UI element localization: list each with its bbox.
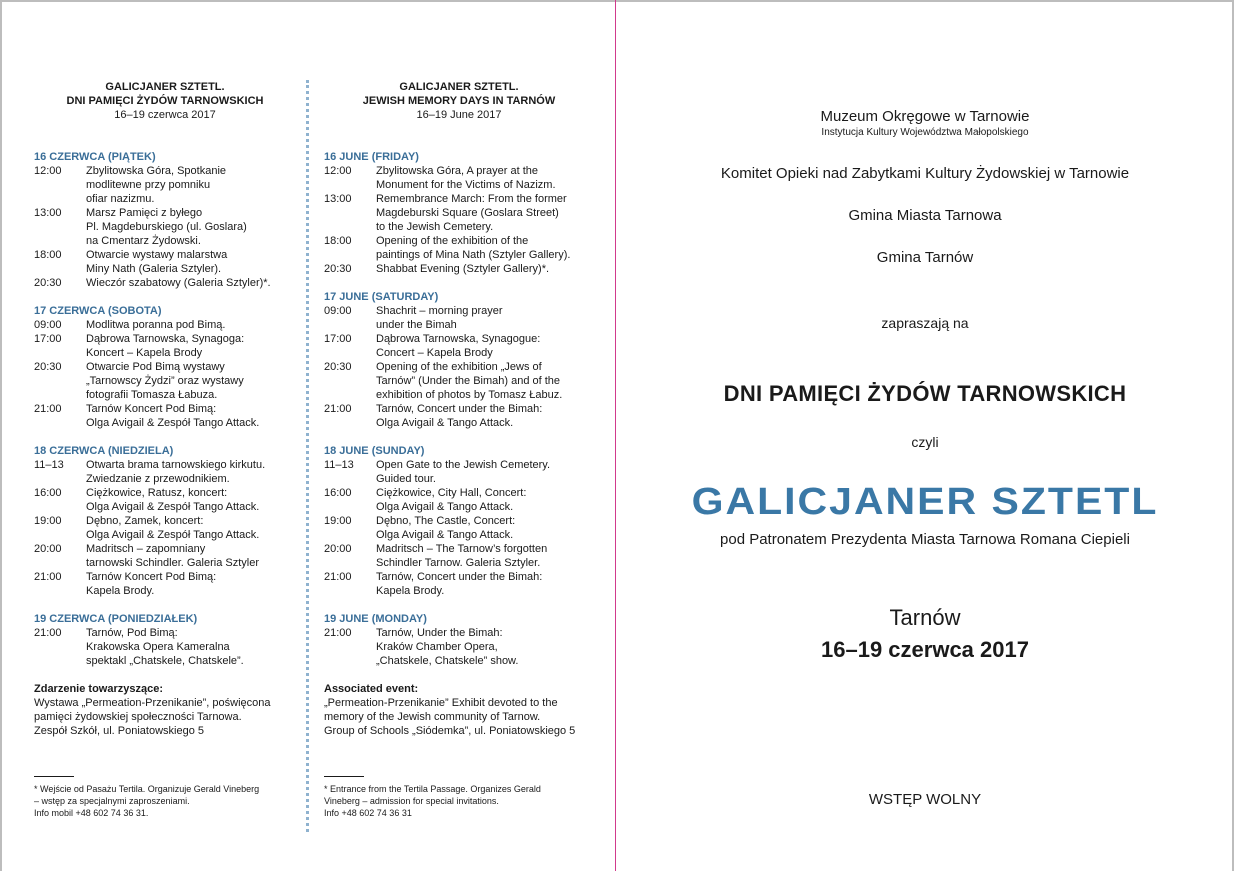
event-row [34, 332, 296, 360]
event-description: Madritsch – zapomniany tarnowski Schindler. Galeria Sztyler [86, 543, 260, 569]
footnote-rule [324, 776, 364, 777]
event-time: 09:00 [34, 319, 62, 331]
event-description: Zbylitowska Góra, A prayer at the Monument for the Victims of Nazizm. [376, 165, 556, 191]
event-time: 12:00 [34, 165, 62, 177]
event-time: 21:00 [324, 571, 352, 583]
event-row [324, 458, 594, 486]
event-description: Tarnów Koncert Pod Bimą: Olga Avigail & Zespół Tango Attack. [86, 403, 260, 429]
or-text: czyli [911, 434, 939, 450]
event-row [34, 360, 296, 402]
event-description: Shachrit – morning prayer under the Bimah [376, 305, 503, 331]
event-row [324, 402, 594, 430]
event-time: 21:00 [34, 627, 62, 639]
event-description: Zbylitowska Góra, Spotkanie modlitewne przy pomniku ofiar nazizmu. [86, 165, 227, 205]
program-english [324, 80, 594, 738]
event-row [324, 570, 594, 598]
event-time: 11–13 [324, 459, 354, 471]
event-time: 21:00 [324, 627, 352, 639]
event-description: Otwarcie Pod Bimą wystawy „Tarnowscy Żydzi” oraz wystawy fotografii Tomasza Łabuza. [86, 361, 244, 401]
footnote-polish [34, 776, 296, 819]
event-time: 21:00 [324, 403, 352, 415]
program-header-line1: GALICJANER SZTETL. [399, 81, 519, 93]
organizer-municipality: Gmina Tarnów [876, 249, 974, 266]
day-block [34, 612, 296, 668]
column-divider-dots [306, 80, 309, 832]
associated-event-body: Wystawa „Permeation-Przenikanie”, poświęcona pamięci żydowskiej społeczności Tarnowa. Zespół Szkół, ul. Poniatowskiego 5 [34, 697, 271, 737]
day-title: 17 CZERWCA (SOBOTA) [34, 305, 162, 317]
event-description: Ciężkowice, Ratusz, koncert: Olga Avigail & Zespół Tango Attack. [86, 487, 260, 513]
event-time: 19:00 [324, 515, 352, 527]
event-time: 19:00 [34, 515, 62, 527]
associated-event [34, 682, 296, 738]
event-time: 11–13 [34, 459, 64, 471]
event-row [324, 360, 594, 402]
event-description: Tarnów, Concert under the Bimah: Olga Avigail & Tango Attack. [376, 403, 543, 429]
footnote-text: * Entrance from the Tertila Passage. Organizes Gerald Vineberg – admission for special invitations. Info +48 602 74 36 31 [324, 784, 541, 818]
event-description: Madritsch – The Tarnow’s forgotten Schindler Tarnow. Galeria Sztyler. [376, 543, 548, 569]
event-description: Shabbat Evening (Sztyler Gallery)*. [376, 263, 550, 275]
event-description: Wieczór szabatowy (Galeria Sztyler)*. [86, 277, 271, 289]
program-header [34, 80, 296, 122]
brand-title: GALICJANER SZTETL [691, 479, 1159, 523]
event-time: 20:00 [34, 543, 62, 555]
event-time: 18:00 [34, 249, 62, 261]
fold-line [615, 0, 616, 871]
event-time: 17:00 [324, 333, 352, 345]
day-block [324, 444, 594, 598]
organizer-city: Gmina Miasta Tarnowa [848, 207, 1002, 224]
event-time: 12:00 [324, 165, 352, 177]
event-description: Tarnów, Pod Bimą: Krakowska Opera Kameralna spektakl „Chatskele, Chatskele”. [86, 627, 244, 667]
invite-text: zapraszają na [881, 315, 969, 331]
day-title: 18 CZERWCA (NIEDZIELA) [34, 445, 174, 457]
event-row [34, 402, 296, 430]
patronage-text: pod Patronatem Prezydenta Miasta Tarnowa Romana Ciepieli [720, 531, 1130, 548]
admission-text: WSTĘP WOLNY [868, 791, 982, 808]
event-row [34, 276, 296, 290]
day-list [34, 150, 296, 668]
program-header-line2: DNI PAMIĘCI ŻYDÓW TARNOWSKICH [66, 95, 264, 107]
event-description: Ciężkowice, City Hall, Concert: Olga Avigail & Tango Attack. [376, 487, 527, 513]
event-row [34, 458, 296, 486]
event-description: Tarnów, Under the Bimah: Kraków Chamber Opera, „Chatskele, Chatskele” show. [376, 627, 519, 667]
footnote-rule [34, 776, 74, 777]
day-title: 19 CZERWCA (PONIEDZIAŁEK) [34, 613, 198, 625]
event-dates: 16–19 czerwca 2017 [821, 637, 1029, 662]
day-block [34, 304, 296, 430]
event-time: 20:30 [34, 277, 62, 289]
event-description: Remembrance March: From the former Magdeburski Square (Goslara Street) to the Jewish Cemetery. [376, 193, 567, 233]
event-description: Open Gate to the Jewish Cemetery. Guided tour. [376, 459, 551, 485]
event-time: 13:00 [324, 193, 352, 205]
event-title: DNI PAMIĘCI ŻYDÓW TARNOWSKICH [723, 381, 1127, 406]
event-row [34, 206, 296, 248]
event-description: Dąbrowa Tarnowska, Synagogue: Concert – Kapela Brody [376, 333, 541, 359]
event-time: 20:30 [34, 361, 62, 373]
event-row [324, 332, 594, 360]
event-row [34, 570, 296, 598]
footnote-text: * Wejście od Pasażu Tertila. Organizuje Gerald Vineberg – wstęp za specjalnymi zaproszeniami. Info mobil +48 602 74 36 31. [34, 784, 260, 818]
page-border-top [0, 0, 1234, 2]
event-row [34, 164, 296, 206]
event-description: Opening of the exhibition of the paintings of Mina Nath (Sztyler Gallery). [376, 235, 571, 261]
associated-event-body: „Permeation-Przenikanie” Exhibit devoted to the memory of the Jewish community of Tarnow. Group of Schools „Siódemka”, ul. Poniatowskiego 5 [324, 697, 576, 737]
event-description: Tarnów, Concert under the Bimah: Kapela Brody. [376, 571, 543, 597]
event-time: 21:00 [34, 403, 62, 415]
program-header-line2: JEWISH MEMORY DAYS IN TARNÓW [362, 95, 556, 107]
day-block [34, 444, 296, 598]
event-row [34, 248, 296, 276]
event-time: 16:00 [34, 487, 62, 499]
associated-event-title: Zdarzenie towarzyszące: [34, 683, 163, 695]
day-title: 16 JUNE (FRIDAY) [324, 151, 419, 163]
day-block [324, 612, 594, 668]
event-row [324, 626, 594, 668]
event-row [34, 318, 296, 332]
event-description: Dębno, The Castle, Concert: Olga Avigail & Tango Attack. [376, 515, 516, 541]
day-block [324, 290, 594, 430]
program-header-dates: 16–19 June 2017 [416, 109, 502, 121]
day-title: 17 JUNE (SATURDAY) [324, 291, 439, 303]
event-description: Otwarcie wystawy malarstwa Miny Nath (Galeria Sztyler). [86, 249, 228, 275]
event-time: 18:00 [324, 235, 352, 247]
event-row [324, 514, 594, 542]
event-time: 21:00 [34, 571, 62, 583]
organizer-committee: Komitet Opieki nad Zabytkami Kultury Żydowskiej w Tarnowie [720, 165, 1130, 182]
program-header-dates: 16–19 czerwca 2017 [114, 109, 216, 121]
event-time: 20:30 [324, 361, 352, 373]
event-time: 13:00 [34, 207, 62, 219]
event-time: 17:00 [34, 333, 62, 345]
event-row [324, 304, 594, 332]
event-description: Otwarta brama tarnowskiego kirkutu. Zwiedzanie z przewodnikiem. [86, 459, 266, 485]
event-city: Tarnów [889, 605, 961, 630]
organizer-museum-subtitle: Instytucja Kultury Województwa Małopolskiego [821, 127, 1029, 138]
event-time: 20:00 [324, 543, 352, 555]
event-row [34, 514, 296, 542]
program-polish [34, 80, 296, 738]
event-description: Marsz Pamięci z byłego Pl. Magdeburskiego (ul. Goslara) na Cmentarz Żydowski. [86, 207, 247, 247]
day-list [324, 150, 594, 668]
event-row [34, 626, 296, 668]
event-time: 09:00 [324, 305, 352, 317]
organizer-museum: Muzeum Okręgowe w Tarnowie [820, 108, 1030, 125]
day-title: 18 JUNE (SUNDAY) [324, 445, 425, 457]
event-description: Dębno, Zamek, koncert: Olga Avigail & Zespół Tango Attack. [86, 515, 260, 541]
event-row [324, 262, 594, 276]
event-row [324, 164, 594, 192]
program-header-line1: GALICJANER SZTETL. [105, 81, 225, 93]
day-title: 19 JUNE (MONDAY) [324, 613, 427, 625]
event-description: Modlitwa poranna pod Bimą. [86, 319, 226, 331]
event-row [324, 542, 594, 570]
event-row [34, 542, 296, 570]
event-row [324, 192, 594, 234]
day-title: 16 CZERWCA (PIĄTEK) [34, 151, 156, 163]
day-block [34, 150, 296, 290]
page-border-left [0, 0, 2, 871]
footnote-english [324, 776, 594, 819]
event-description: Tarnów Koncert Pod Bimą: Kapela Brody. [86, 571, 217, 597]
program-header [324, 80, 594, 122]
event-description: Dąbrowa Tarnowska, Synagoga: Koncert – Kapela Brody [86, 333, 245, 359]
associated-event [324, 682, 594, 738]
associated-event-title: Associated event: [324, 683, 419, 695]
day-block [324, 150, 594, 276]
event-row [324, 486, 594, 514]
event-row [34, 486, 296, 514]
event-description: Opening of the exhibition „Jews of Tarnów” (Under the Bimah) and of the exhibition of photos by Tomasz Łabuz. [376, 361, 563, 401]
event-row [324, 234, 594, 262]
event-time: 20:30 [324, 263, 352, 275]
event-time: 16:00 [324, 487, 352, 499]
